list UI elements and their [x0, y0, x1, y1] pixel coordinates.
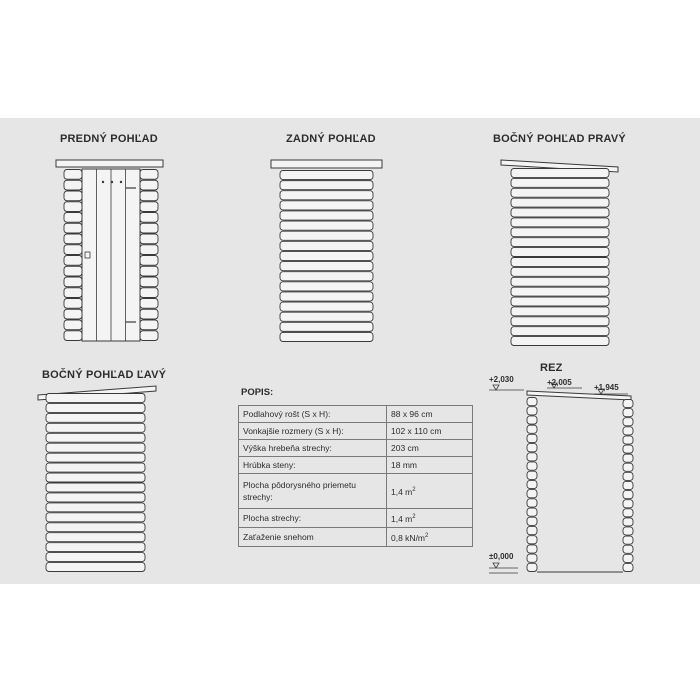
side-right-log: [511, 178, 609, 187]
popis-title: POPIS:: [241, 387, 274, 398]
spec-label: Vonkajšie rozmery (S x H):: [239, 423, 387, 440]
spec-row: [239, 423, 473, 440]
level-label-top-left: +2,030: [489, 375, 514, 384]
side-right-log: [511, 198, 609, 207]
back-log: [280, 191, 373, 200]
spec-value-superscript: 2: [412, 487, 416, 494]
front-right-log: [140, 223, 158, 233]
front-left-log: [64, 277, 82, 287]
section-left-wall-log: [527, 554, 537, 562]
back-log: [280, 201, 373, 210]
side-left-log: [46, 513, 145, 522]
front-right-log: [140, 331, 158, 341]
spec-value-text: 18 mm: [391, 460, 417, 470]
back-log: [280, 181, 373, 190]
side-left-log: [46, 473, 145, 482]
section-right-wall-log: [623, 518, 633, 526]
section-left-wall-log: [527, 434, 537, 442]
front-right-log: [140, 180, 158, 190]
front-right-log: [140, 288, 158, 298]
side-left-log: [46, 443, 145, 452]
spec-label: Hrúbka steny:: [239, 457, 387, 474]
side-left-log: [46, 533, 145, 542]
front-left-log: [64, 191, 82, 201]
front-right-log: [140, 299, 158, 309]
side-right-view-title: BOČNÝ POHĽAD PRAVÝ: [493, 133, 626, 145]
side-right-log: [511, 297, 609, 306]
spec-value-superscript: 2: [412, 514, 416, 520]
back-log: [280, 251, 373, 260]
front-right-log: [140, 170, 158, 180]
section-right-wall-log: [623, 400, 633, 408]
back-log: [280, 171, 373, 180]
side-right-log: [511, 317, 609, 326]
level-label-top-right: +1,945: [594, 383, 619, 392]
spec-label: Podlahový rošt (S x H):: [239, 406, 387, 423]
side-right-log: [511, 248, 609, 257]
spec-value-superscript: 2: [425, 532, 429, 539]
section-left-wall-log: [527, 425, 537, 433]
level-label-top-mid: +2,005: [547, 378, 572, 387]
spec-value-text: 1,4 m: [391, 486, 413, 497]
section-left-wall-log: [527, 471, 537, 479]
front-right-log: [140, 266, 158, 276]
front-left-log: [64, 331, 82, 341]
front-left-log: [64, 245, 82, 255]
front-roof: [56, 160, 163, 167]
side-right-log: [511, 258, 609, 267]
section-right-wall-log: [623, 536, 633, 544]
spec-label: Plocha strechy:: [239, 509, 387, 528]
section-right-wall-log: [623, 454, 633, 462]
section-left-wall-log: [527, 398, 537, 406]
side-right-log: [511, 238, 609, 247]
spec-row: [239, 457, 473, 474]
front-left-log: [64, 320, 82, 330]
section-left-wall-log: [527, 407, 537, 415]
front-left-log: [64, 309, 82, 319]
spec-row: [239, 474, 473, 509]
side-left-log: [46, 553, 145, 562]
spec-label: Zaťaženie snehom: [239, 527, 387, 546]
side-left-log: [46, 403, 145, 412]
front-view-title: PREDNÝ POHĽAD: [60, 133, 158, 145]
spec-value: [387, 423, 473, 440]
side-left-log: [46, 523, 145, 532]
section-right-wall-log: [623, 500, 633, 508]
back-log: [280, 302, 373, 311]
section-right-wall-log: [623, 554, 633, 562]
section-left-wall-log: [527, 444, 537, 452]
level-label-ground: ±0,000: [489, 552, 514, 561]
spec-row: [239, 440, 473, 457]
back-log: [280, 322, 373, 331]
side-left-log: [46, 453, 145, 462]
spec-value: [387, 440, 473, 457]
section-right-wall-log: [623, 436, 633, 444]
section-left-wall-log: [527, 462, 537, 470]
back-roof: [271, 160, 382, 168]
section-right-wall-log: [623, 427, 633, 435]
section-right-wall-log: [623, 481, 633, 489]
section-left-wall-log: [527, 453, 537, 461]
spec-row: [239, 509, 473, 528]
section-left-wall-log: [527, 480, 537, 488]
spec-value: [387, 406, 473, 423]
spec-value-text: 102 x 110 cm: [391, 426, 442, 436]
side-left-log: [46, 463, 145, 472]
section-right-wall-log: [623, 491, 633, 499]
spec-value-text: 203 cm: [391, 443, 419, 453]
front-left-log: [64, 234, 82, 244]
section-left-wall-log: [527, 536, 537, 544]
back-log: [280, 262, 373, 271]
side-left-log: [46, 394, 145, 403]
spec-value-text: 88 x 96 cm: [391, 409, 433, 419]
side-right-log: [511, 267, 609, 276]
back-log: [280, 221, 373, 230]
spec-row: [239, 406, 473, 423]
section-view-title: REZ: [540, 362, 563, 374]
side-left-view-title: BOČNÝ POHĽAD ĽAVÝ: [42, 369, 167, 381]
front-right-log: [140, 202, 158, 212]
section-right-wall-log: [623, 545, 633, 553]
side-left-log: [46, 423, 145, 432]
side-left-log: [46, 413, 145, 422]
back-log: [280, 211, 373, 220]
section-left-wall-log: [527, 545, 537, 553]
front-right-log: [140, 309, 158, 319]
side-left-log: [46, 433, 145, 442]
back-log: [280, 241, 373, 250]
section-right-wall-log: [623, 563, 633, 571]
front-left-log: [64, 299, 82, 309]
front-right-log: [140, 277, 158, 287]
side-right-log: [511, 218, 609, 227]
side-right-log: [511, 327, 609, 336]
specs-table: [238, 405, 473, 547]
section-roof: [527, 391, 631, 400]
side-right-log: [511, 208, 609, 217]
side-right-log: [511, 188, 609, 197]
back-log: [280, 292, 373, 301]
front-left-log: [64, 256, 82, 266]
spec-value: [387, 457, 473, 474]
side-right-log: [511, 337, 609, 346]
level-top-left-triangle: [493, 385, 499, 390]
door-vent-hole: [102, 181, 104, 183]
level-ground-triangle: [493, 563, 499, 568]
back-log: [280, 231, 373, 240]
front-left-log: [64, 213, 82, 223]
section-left-wall-log: [527, 526, 537, 534]
spec-value: [387, 527, 473, 546]
door-vent-hole: [120, 181, 122, 183]
spec-value-text: 0,8 kN/m: [391, 532, 426, 543]
spec-value: [387, 509, 473, 528]
section-left-wall-log: [527, 490, 537, 498]
front-right-log: [140, 320, 158, 330]
spec-row: [239, 527, 473, 546]
section-right-wall-log: [623, 463, 633, 471]
front-right-log: [140, 245, 158, 255]
back-log: [280, 332, 373, 341]
front-right-log: [140, 234, 158, 244]
side-right-log: [511, 307, 609, 316]
section-right-wall-log: [623, 445, 633, 453]
back-log: [280, 272, 373, 281]
door-vent-hole: [111, 181, 113, 183]
front-left-log: [64, 266, 82, 276]
section-right-wall-log: [623, 418, 633, 426]
front-left-log: [64, 202, 82, 212]
front-right-log: [140, 256, 158, 266]
side-right-log: [511, 228, 609, 237]
side-left-log: [46, 563, 145, 572]
section-left-wall-log: [527, 499, 537, 507]
back-view-title: ZADNÝ POHĽAD: [286, 133, 376, 145]
front-right-log: [140, 213, 158, 223]
side-right-log: [511, 169, 609, 178]
side-left-log: [46, 543, 145, 552]
spec-value-text: 1,4 m: [391, 513, 413, 524]
side-left-log: [46, 493, 145, 502]
side-right-log: [511, 277, 609, 286]
front-left-log: [64, 223, 82, 233]
front-right-log: [140, 191, 158, 201]
front-left-log: [64, 288, 82, 298]
section-left-wall-log: [527, 508, 537, 516]
spec-value: [387, 474, 473, 509]
side-left-log: [46, 483, 145, 492]
spec-label: Výška hrebeňa strechy:: [239, 440, 387, 457]
front-left-log: [64, 180, 82, 190]
side-right-log: [511, 287, 609, 296]
back-log: [280, 312, 373, 321]
spec-label: Plocha pôdorysného priemetu strechy:: [239, 474, 387, 509]
section-right-wall-log: [623, 409, 633, 417]
section-right-wall-log: [623, 509, 633, 517]
section-right-wall-log: [623, 472, 633, 480]
side-left-log: [46, 503, 145, 512]
back-log: [280, 282, 373, 291]
section-left-wall-log: [527, 563, 537, 571]
section-right-wall-log: [623, 527, 633, 535]
section-left-wall-log: [527, 517, 537, 525]
front-left-log: [64, 170, 82, 180]
section-left-wall-log: [527, 416, 537, 424]
